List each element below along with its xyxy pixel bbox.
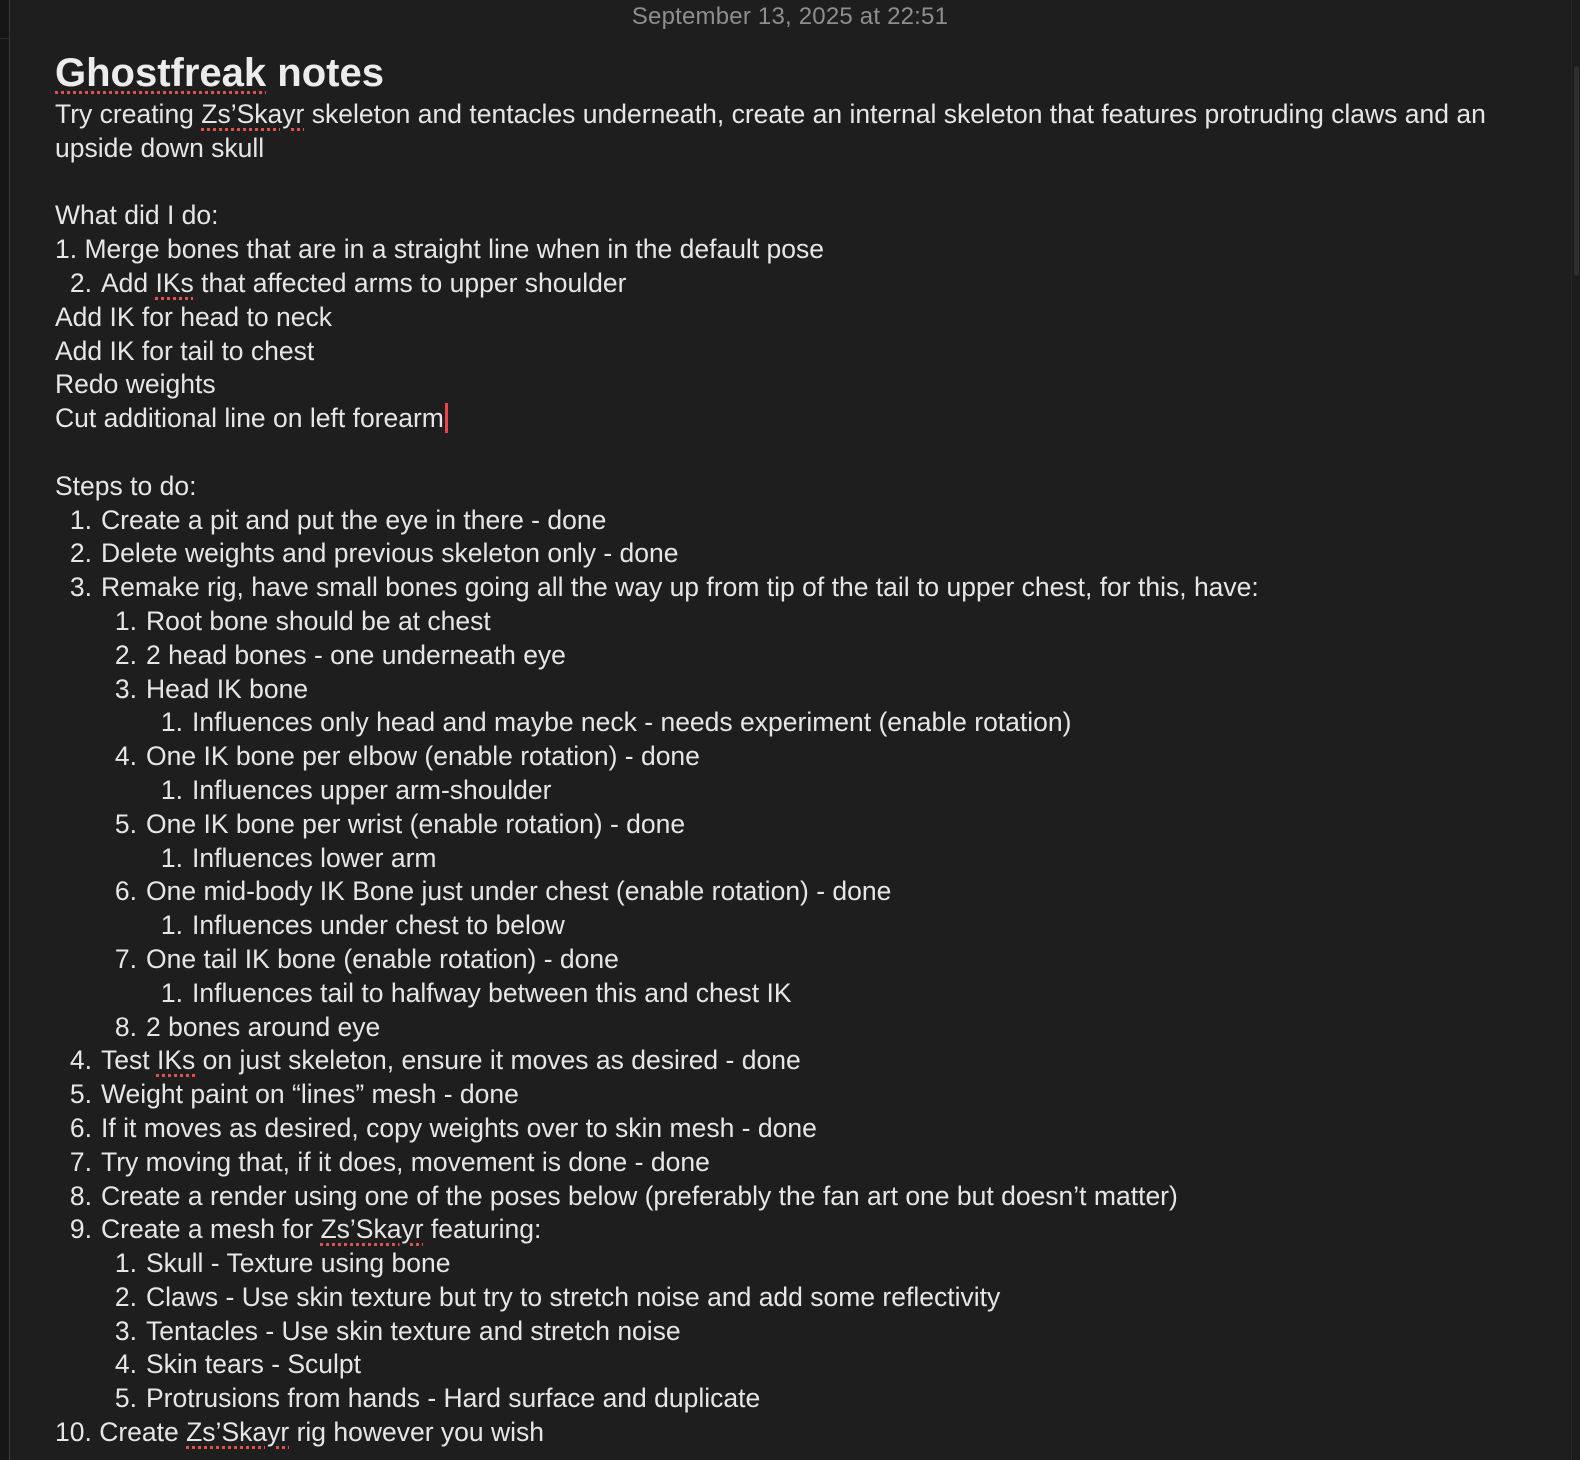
list-item[interactable]: 1. Influences only head and maybe neck - needs experiment (enable rotation) xyxy=(160,707,1072,738)
blank-line xyxy=(55,166,1525,200)
list-item[interactable]: 1. Influences upper arm-shoulder xyxy=(160,774,552,805)
text-line[interactable]: Cut additional line on left forearm xyxy=(55,402,1525,436)
note-title[interactable]: Ghostfreak notes xyxy=(55,51,384,95)
text-line[interactable]: Redo weights xyxy=(55,369,216,400)
sidebar-edge xyxy=(0,0,10,1460)
list-item[interactable]: 4. Test IKs on just skeleton, ensure it moves as desired - done xyxy=(69,1045,801,1076)
list-item[interactable]: 1. Influences lower arm xyxy=(160,842,437,873)
list-item[interactable]: 7. One tail IK bone (enable rotation) - done xyxy=(114,943,619,974)
list-item[interactable]: 1. Skull - Texture using bone xyxy=(114,1248,451,1279)
list-item[interactable]: 8. 2 bones around eye xyxy=(114,1011,381,1042)
list-item[interactable]: 1. Influences under chest to below xyxy=(160,910,565,941)
text-line[interactable]: Add IK for tail to chest xyxy=(55,335,315,366)
misspelled-word[interactable]: Zs’Skayr xyxy=(320,1214,424,1245)
list-item[interactable]: 8. Create a render using one of the poses below (preferably the fan art one but doesn’t matter) xyxy=(69,1180,1178,1211)
list-item[interactable]: 3. Head IK bone xyxy=(114,673,309,704)
list-item[interactable]: 2. Add IKs that affected arms to upper shoulder xyxy=(69,267,627,298)
list-item[interactable]: 10. Create Zs’Skayr rig however you wish xyxy=(55,1417,545,1448)
list-item[interactable]: 2. Delete weights and previous skeleton only - done xyxy=(69,538,679,569)
text-line[interactable]: Add IK for head to neck xyxy=(55,301,332,332)
list-item[interactable]: 4. Skin tears - Sculpt xyxy=(114,1349,362,1380)
list-item[interactable]: 2. Claws - Use skin texture but try to stretch noise and add some reflectivity xyxy=(114,1281,1001,1312)
list-item[interactable]: 1. Create a pit and put the eye in there - done xyxy=(69,504,607,535)
list-item[interactable]: 1. Merge bones that are in a straight line when in the default pose xyxy=(55,234,825,265)
scrollbar-thumb[interactable] xyxy=(1574,66,1579,276)
text-caret xyxy=(445,403,448,433)
misspelled-word[interactable]: Zs’Skayr xyxy=(186,1417,290,1448)
list-item[interactable]: 7. Try moving that, if it does, movement is done - done xyxy=(69,1146,710,1177)
sidebar-divider xyxy=(0,38,9,39)
misspelled-word[interactable]: IKs xyxy=(156,1045,196,1076)
list-item[interactable]: 1. Influences tail to halfway between this and chest IK xyxy=(160,977,792,1008)
list-item[interactable]: 4. One IK bone per elbow (enable rotation) - done xyxy=(114,741,700,772)
list-item[interactable]: 3. Remake rig, have small bones going all the way up from tip of the tail to upper chest, for this, have: xyxy=(69,572,1259,603)
list-item[interactable]: 5. One IK bone per wrist (enable rotation) - done xyxy=(114,808,686,839)
list-item[interactable]: 1. Root bone should be at chest xyxy=(114,605,491,636)
list-item[interactable]: 3. Tentacles - Use skin texture and stretch noise xyxy=(114,1315,681,1346)
note-editor[interactable] xyxy=(55,48,1525,1450)
list-item[interactable]: 2. 2 head bones - one underneath eye xyxy=(114,639,566,670)
section-heading-steps: Steps to do: xyxy=(55,470,197,501)
section-heading-done: What did I do: xyxy=(55,200,219,231)
note-timestamp: September 13, 2025 at 22:51 xyxy=(631,3,949,30)
list-item[interactable]: 9. Create a mesh for Zs’Skayr featuring: xyxy=(69,1214,542,1245)
list-item[interactable]: 5. Protrusions from hands - Hard surface and duplicate xyxy=(114,1383,761,1414)
list-item[interactable]: 5. Weight paint on “lines” mesh - done xyxy=(69,1079,519,1110)
blank-line xyxy=(55,436,1525,470)
intro-paragraph[interactable]: Try creating Zs’Skayr skeleton and tentacles underneath, create an internal skeleton that features protruding claws and an upside down skull xyxy=(55,99,1486,163)
misspelled-word[interactable]: Zs’Skayr xyxy=(201,99,305,129)
list-item[interactable]: 6. If it moves as desired, copy weights over to skin mesh - done xyxy=(69,1112,817,1143)
list-item[interactable]: 6. One mid-body IK Bone just under chest (enable rotation) - done xyxy=(114,876,892,907)
scrollbar[interactable] xyxy=(1571,0,1580,1460)
misspelled-word[interactable]: Ghostfreak xyxy=(55,51,267,95)
misspelled-word[interactable]: IKs xyxy=(155,267,194,298)
